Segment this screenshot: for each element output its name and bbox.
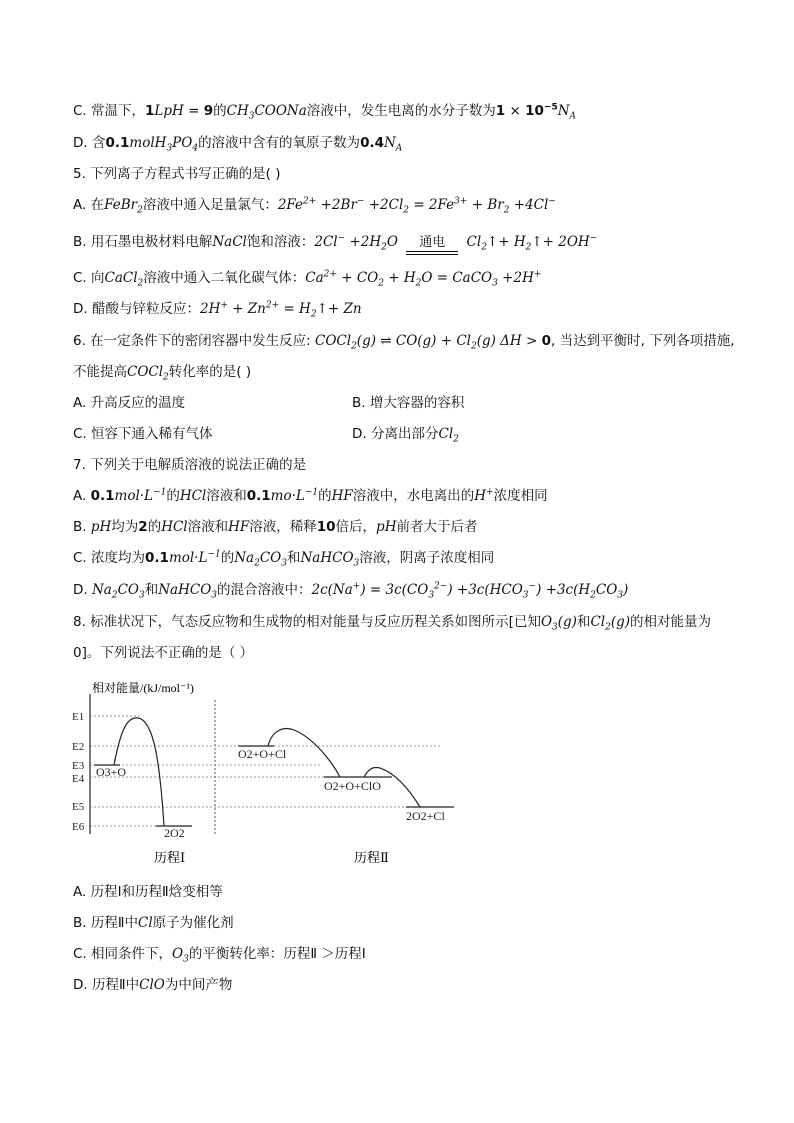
q6-stem: 6. 在一定条件下的密闭容器中发生反应: COCl$_2$(g) ⇌ $CO(g) + Cl_2(g) \Delta H > 0$, 当达到平衡时, 下列各项措施,	[73, 333, 735, 352]
level-e4: E4	[72, 773, 85, 785]
level-e2: E2	[72, 741, 85, 753]
path-2-label: 历程Ⅱ	[354, 850, 389, 865]
q7-option-b: B. pH均为2的HCl溶液和HF溶液，稀释10倍后，pH前者大于后者	[73, 519, 478, 535]
q5-option-a: A. 在FeBr$_2$溶液中通入足量氯气：$2Fe^{2+} +2Br^- +2Cl_2 = 2Fe^{3+} + Br_2 +4Cl^-$	[73, 196, 556, 216]
q6-option-d: D. 分离出部分$Cl_2$	[352, 426, 459, 445]
q7-option-c: C. 浓度均为$0.1mol\cdot L^{-1}$的$Na_2CO_3$和NaHCO$_3$溶液，阴离子浓度相同	[73, 549, 495, 569]
q4-option-c: C. 常温下，1LpH = 9的$CH_3COONa$溶液中，发生电离的水分子数为$1 \times 10^{-5}N_A$	[73, 102, 577, 122]
electrolysis-condition: 通电	[406, 248, 458, 255]
level-e6: E6	[72, 821, 85, 833]
path-1-label: 历程Ⅰ	[154, 850, 186, 865]
q6-option-c: C. 恒容下通入稀有气体	[73, 426, 213, 442]
energy-profile-diagram	[62, 674, 472, 870]
q6-stem-2: 不能提高COCl$_2$转化率的是( )	[73, 364, 252, 383]
level-e3: E3	[72, 760, 85, 772]
q7-option-a: A. $0.1mol\cdot L^{-1}$的HCl溶液和$0.1mo\cdot L^{-1}$的HF溶液中，水电离出的H+浓度相同	[73, 487, 548, 504]
q7-option-d: D. $Na_2CO_3$和NaHCO$_3$的混合溶液中：$2c(Na^+) = 3c(CO_3^{2-}) +3c(HCO_3^-) +3c(H_2CO_3)$	[73, 581, 629, 601]
y-axis-label: 相对能量/(kJ/mol⁻¹)	[92, 681, 194, 695]
q8-option-d: D. 历程Ⅱ中ClO为中间产物	[73, 977, 233, 993]
level-e1: E1	[72, 711, 85, 723]
q6-option-a: A. 升高反应的温度	[73, 395, 186, 411]
q5-option-b: B. 用石墨电极材料电解NaCl饱和溶液：$2Cl^- +2H_2O$ 通电 $Cl_2↑+$ $H_2↑+ 2OH^-$	[73, 232, 597, 255]
q5-option-c: C. 向CaCl$_2$溶液中通入二氧化碳气体：$Ca^{2+} + CO_2 + H_2O$ = CaCO$_3$ +2H+	[73, 269, 542, 289]
q6-option-b: B. 增大容器的容积	[352, 395, 465, 411]
q5-option-d: D. 醋酸与锌粒反应：$2H^+ + Zn^{2+}$ = $H_2↑+ Zn$	[73, 300, 362, 320]
q8-option-b: B. 历程Ⅱ中Cl原子为催化剂	[73, 915, 234, 931]
label-o2-o-clo: O2+O+ClO	[324, 779, 381, 793]
level-e5: E5	[72, 801, 85, 813]
q4-option-d: D. 含$0.1molH_3PO_4$的溶液中含有的氧原子数为$0.4N_A$	[73, 135, 403, 154]
label-o2-o-cl: O2+O+Cl	[238, 747, 287, 761]
q8-stem-2: 0]。下列说法不正确的是（ ）	[73, 645, 254, 661]
q7-stem: 7. 下列关于电解质溶液的说法正确的是	[73, 457, 307, 473]
q8-option-a: A. 历程Ⅰ和历程Ⅱ焓变相等	[73, 884, 223, 900]
label-2o2-cl: 2O2+Cl	[406, 809, 445, 823]
q8-option-c: C. 相同条件下，$O_3$的平衡转化率：历程Ⅱ ＞历程Ⅰ	[73, 946, 366, 965]
q5-stem: 5. 下列离子方程式书写正确的是( )	[73, 166, 281, 182]
label-o3-o: O3+O	[96, 765, 127, 779]
q8-stem: 8. 标准状况下，气态反应物和生成物的相对能量与反应历程关系如图所示[已知$O_3(g)$和$Cl_2(g)$的相对能量为	[73, 614, 712, 633]
label-2o2: 2O2	[164, 826, 185, 840]
